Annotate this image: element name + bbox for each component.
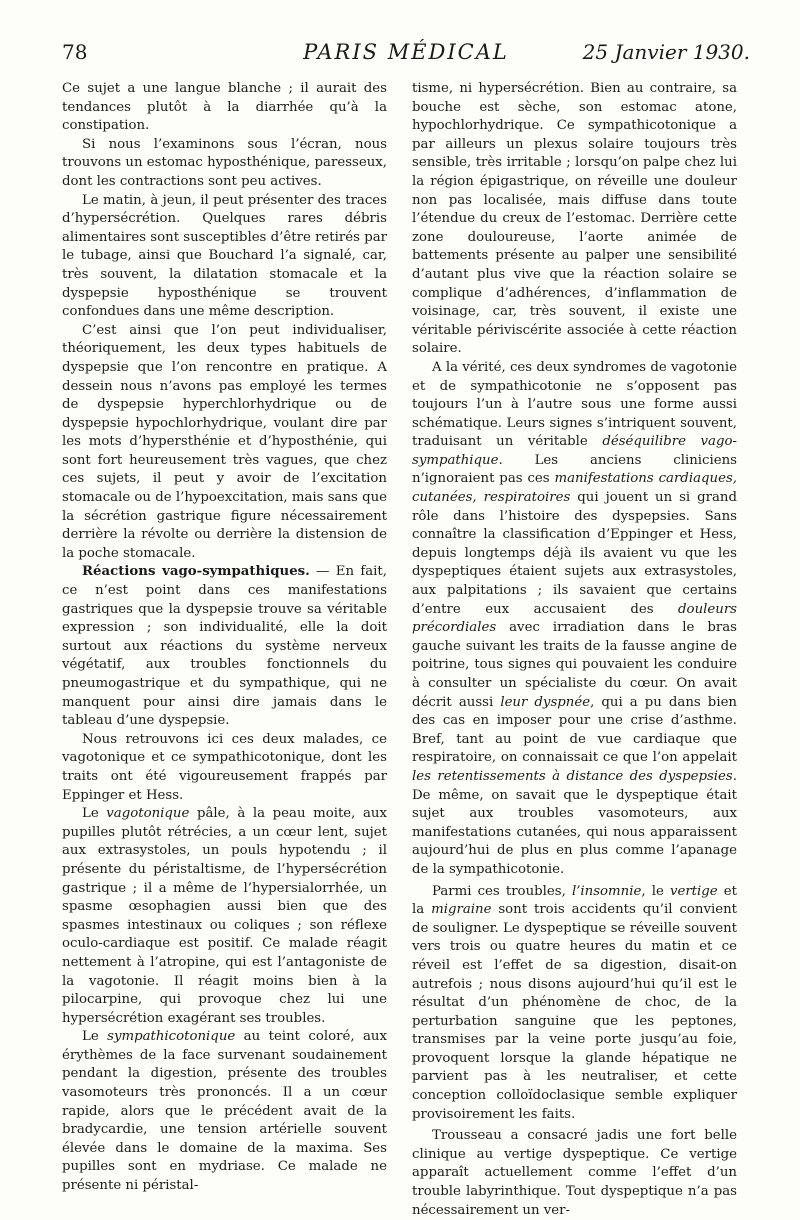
journal-title: PARIS MÉDICAL — [303, 40, 509, 64]
emphasis: migraine — [431, 902, 492, 918]
emphasis: les retentissements à distance des dyspepsies — [412, 768, 733, 784]
issue-date: 25 Janvier 1930. — [582, 40, 750, 64]
paragraph: tisme, ni hypersécrétion. Bien au contraire, sa bouche est sèche, son estomac atone, hypochlorhydrique. Ce sympathicotonique a par ailleurs un plexus solaire toujours très sensible, très irritable ; lorsqu’on palpe chez lui la région épigastrique, on réveille une douleur non pas localisée, mais diffuse dans toute l’étendue du creux de l’estomac. Derrière cette zone douloureuse, l’aorte animée de battements présente au palper une sensibilité d’autant plus vive que la réaction solaire se complique d’adhérences, d’inflammation de voisinage, car, très souvent, il existe une véritable périviscérite associée à cette réaction solaire. — [412, 81, 737, 357]
right-column — [412, 80, 737, 1220]
paragraph: Le matin, à jeun, il peut présenter des traces d’hypersécrétion. Quelques rares débris alimentaires sont susceptibles d’être retirés par le tubage, ainsi que Bouchard l’a signalé, car, très souvent, la dilatation stomacale et la dyspepsie hyposthénique se trouvent confondues dans une même description. — [62, 192, 387, 320]
emphasis: leur dyspnée — [500, 694, 591, 710]
emphasis: manifestations cardiaques, cutanées, respiratoires — [412, 471, 737, 506]
paragraph: Parmi ces troubles, l’insomnie, le vertige et la migraine sont trois accidents qu’il convient de souligner. Le dyspeptique se réveille souvent vers trois ou quatre heures du matin et ce réveil est l’effet de sa digestion, disait-on autrefois ; nous disons aujourd’hui qu’il est le résultat d’un phénomène de choc, de la perturbation sanguine que les peptones, transmises par la veine porte jusqu’au foie, provoquent lorsque la glande hépatique ne parvient pas à les neutraliser, et cette conception colloïdoclasique semble expliquer provisoirement les faits. — [412, 883, 737, 1122]
paragraph: Trousseau a consacré jadis une fort belle clinique au vertige dyspeptique. Ce vertige apparaît actuellement comme l’effet d’un trouble labyrinthique. Tout dyspeptique n’a pas nécessairement un ver- — [412, 1128, 737, 1218]
section-heading: Réactions vago-sympathiques. — [82, 564, 310, 580]
page-header — [62, 34, 750, 68]
paragraph: Le vagotonique pâle, à la peau moite, aux pupilles plutôt rétrécies, a un cœur lent, sujet aux extrasystoles, un pouls hypotendu ; il présente du péristaltisme, de l’hypersécrétion gastrique ; il a même de l’hypersialorrhée, un spasme œsophagien aussi bien que des spasmes intestinaux ou coliques ; son réflexe oculo-cardiaque est positif. Ce malade réagit nettement à l’atropine, qui est l’antagoniste de la vagotonie. Il réagit moins bien à la pilocarpine, qui provoque chez lui une hypersécrétion exagérant ses troubles. — [62, 806, 387, 1026]
emphasis: déséquilibre vago-sympathique — [412, 434, 737, 468]
paragraph: Réactions vago-sympathiques. — En fait, ce n’est point dans ces manifestations gastriques que la dyspepsie trouve sa véritable expression ; son individualité, elle la doit surtout aux réactions du système nerveux végétatif, aux troubles fonctionnels du pneumogastrique et du sympathique, qui ne manquent pour ainsi dire jamais dans le tableau d’une dyspepsie. — [62, 564, 387, 729]
paragraph: A la vérité, ces deux syndromes de vagotonie et de sympathicotonie ne s’opposent pas toujours l’un à l’autre sous une forme aussi schématique. Leurs signes s’intriquent souvent, traduisant un véritable déséquilibre vago-sympathique. Les anciens cliniciens n’ignoraient pas ces manifestations cardiaques, cutanées, respiratoires qui jouent un si grand rôle dans l’histoire des dyspepsies. Sans connaître la classification d’Eppinger et Hess, depuis longtemps déjà ils avaient vu que les dyspeptiques étaient sujets aux extrasystoles, aux palpitations ; ils savaient que certains d’entre eux accusaient des douleurs précordiales avec irradiation dans le bras gauche suivant les traits de la fausse angine de poitrine, tous signes qui pouvaient les conduire à consulter un spécialiste du cœur. On avait décrit aussi leur dyspnée, qui a pu dans bien des cas en imposer pour une crise d’asthme. Bref, tant au point de vue cardiaque que respiratoire, on connaissait ce que l’on appelait les retentissements à distance des dyspepsies. De même, on savait que le dyspeptique était sujet aux troubles vasomoteurs, aux manifestations cutanées, qui nous apparaissent aujourd’hui de plus en plus comme l’apanage de la sympathicotonie. — [412, 359, 737, 877]
paragraph: Ce sujet a une langue blanche ; il aurait des tendances plutôt à la diarrhée qu’à la constipation. — [62, 81, 387, 134]
emphasis: vertige — [669, 883, 718, 899]
emphasis: sympathicotonique — [107, 1029, 236, 1045]
emphasis: vagotonique — [106, 806, 190, 822]
emphasis: l’insomnie — [571, 883, 642, 899]
paragraph: C’est ainsi que l’on peut individualiser, théoriquement, les deux types habituels de dyspepsie que l’on rencontre en pratique. A dessein nous n’avons pas employé les termes de dyspepsie hyperchlorhydrique ou de dyspepsie hypochlorhydrique, voulant dire par les mots d’hypersthénie et d’hyposthénie, qui sont fort heureusement très vagues, que chez ces sujets, il peut y avoir de l’excitation stomacale ou de l’hypoexcitation, mais sans que la sécrétion gastrique figure nécessairement derrière la révolte ou derrière la distension de la poche stomacale. — [62, 322, 388, 561]
page-number: 78 — [62, 40, 88, 64]
left-column — [62, 80, 387, 1196]
emphasis: douleurs précordiales — [412, 601, 737, 636]
paragraph: Si nous l’examinons sous l’écran, nous trouvons un estomac hyposthénique, paresseux, dont les contractions sont peu actives. — [62, 136, 387, 189]
paragraph: Nous retrouvons ici ces deux malades, ce vagotonique et ce sympathicotonique, dont les traits ont été vigoureusement frappés par Eppinger et Hess. — [62, 731, 387, 803]
paragraph: Le sympathicotonique au teint coloré, aux érythèmes de la face survenant soudainement pendant la digestion, présente des troubles vasomoteurs très prononcés. Il a un cœur rapide, alors que le précédent avait de la bradycardie, une tension artérielle souvent élevée dans le domaine de la maxima. Ses pupilles sont en mydriase. Ce malade ne présente ni péristal- — [62, 1029, 387, 1194]
